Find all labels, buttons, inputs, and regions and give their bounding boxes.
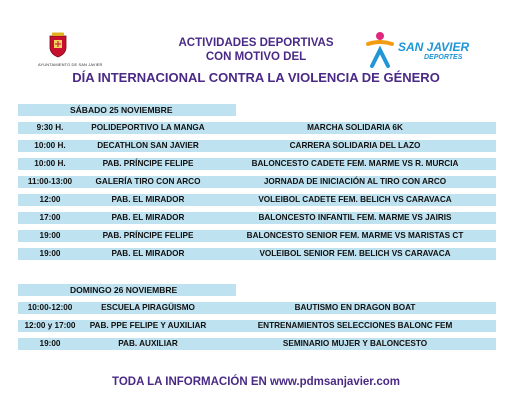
row-place: PAB. PPE FELIPE Y AUXILIAR xyxy=(89,321,207,330)
row-place: POLIDEPORTIVO LA MANGA xyxy=(91,123,205,132)
row-activity: BALONCESTO CADETE FEM. MARME VS R. MURCIA xyxy=(251,159,459,168)
row-time: 11:00-13:00 xyxy=(27,177,73,186)
row-activity: SEMINARIO MUJER Y BALONCESTO xyxy=(282,339,428,348)
row-time: 10:00-12:00 xyxy=(27,303,73,312)
table-row xyxy=(18,158,496,170)
table-row xyxy=(18,212,496,224)
title-line-2: CON MOTIVO DEL xyxy=(205,51,307,63)
row-time: 19:00 xyxy=(39,339,61,348)
row-time: 9:30 H. xyxy=(36,123,64,132)
table-row xyxy=(18,194,496,206)
crest-caption: AYUNTAMIENTO DE SAN JAVIER xyxy=(38,62,103,67)
brand-sub: DEPORTES xyxy=(424,54,463,61)
table-row xyxy=(18,140,496,152)
row-place: PAB. EL MIRADOR xyxy=(111,213,185,222)
row-activity: VOLEIBOL CADETE FEM. BELICH VS CARAVACA xyxy=(258,195,452,204)
row-activity: BALONCESTO INFANTIL FEM. MARME VS JAIRIS xyxy=(258,213,452,222)
row-activity: CARRERA SOLIDARIA DEL LAZO xyxy=(289,141,421,150)
saturday-title: SÁBADO 25 NOVIEMBRE xyxy=(18,104,236,116)
table-row xyxy=(18,122,496,134)
row-activity: VOLEIBOL SENIOR FEM. BELICH VS CARAVACA xyxy=(259,249,451,258)
row-activity: MARCHA SOLIDARIA 6K xyxy=(307,123,403,132)
row-time: 12:00 y 17:00 xyxy=(24,321,76,330)
row-time: 19:00 xyxy=(39,249,61,258)
row-place: PAB. EL MIRADOR xyxy=(111,249,185,258)
footer-info: TODA LA INFORMACIÓN EN www.pdmsanjavier.com xyxy=(112,376,400,388)
row-time: 10:00 H. xyxy=(34,141,66,150)
row-time: 12:00 xyxy=(39,195,61,204)
title-line-3: DÍA INTERNACIONAL CONTRA LA VIOLENCIA DE GÉNERO xyxy=(72,70,440,85)
row-place: PAB. PRÍNCIPE FELIPE xyxy=(102,231,194,240)
row-time: 19:00 xyxy=(39,231,61,240)
table-row xyxy=(18,176,496,188)
table-row xyxy=(18,320,496,332)
row-activity: BAUTISMO EN DRAGON BOAT xyxy=(294,303,416,312)
brand-name: SAN JAVIER xyxy=(398,40,470,54)
row-time: 10:00 H. xyxy=(34,159,66,168)
row-activity: JORNADA DE INICIACIÓN AL TIRO CON ARCO xyxy=(263,177,447,186)
title-line-1: ACTIVIDADES DEPORTIVAS xyxy=(178,37,334,49)
row-time: 17:00 xyxy=(39,213,61,222)
row-place: PAB. EL MIRADOR xyxy=(111,195,185,204)
row-activity: ENTRENAMIENTOS SELECCIONES BALONC FEM xyxy=(257,321,453,330)
table-row xyxy=(18,302,496,314)
table-row xyxy=(18,230,496,242)
row-place: PAB. PRÍNCIPE FELIPE xyxy=(102,159,194,168)
row-place: DECATHLON SAN JAVIER xyxy=(97,141,199,150)
sunday-title: DOMINGO 26 NOVIEMBRE xyxy=(18,284,236,296)
row-place: ESCUELA PIRAGÜISMO xyxy=(101,303,195,312)
poster-header xyxy=(0,0,512,100)
row-activity: BALONCESTO SENIOR FEM. MARME VS MARISTAS CT xyxy=(246,231,464,240)
town-crest-icon xyxy=(48,32,68,58)
table-row xyxy=(18,338,496,350)
row-place: GALERÍA TIRO CON ARCO xyxy=(95,177,201,186)
table-row xyxy=(18,248,496,260)
row-place: PAB. AUXILIAR xyxy=(118,339,178,348)
